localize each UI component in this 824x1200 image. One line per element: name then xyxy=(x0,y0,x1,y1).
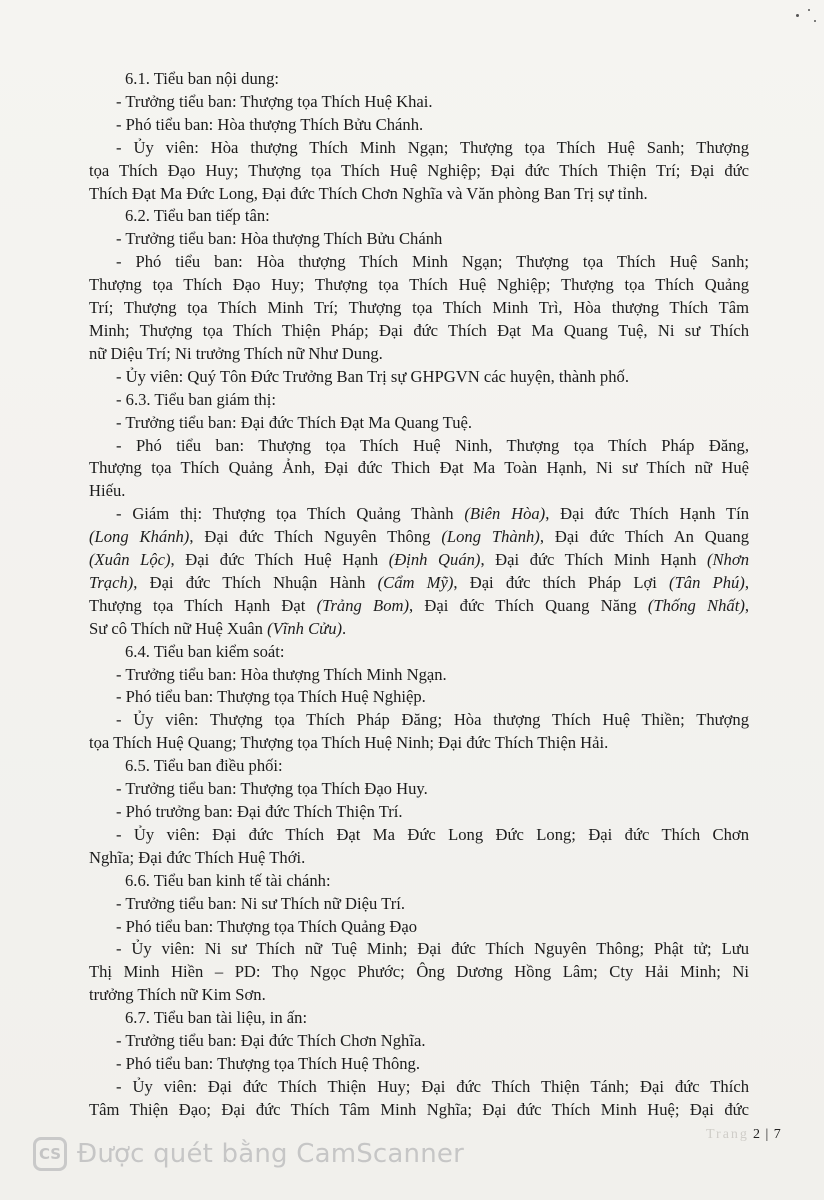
line-text: - Ủy viên: Ni sư Thích nữ Tuệ Minh; Đại đức Thích Nguyên Thông; Phật tử; Lưu xyxy=(116,939,749,959)
line-text: , xyxy=(744,595,750,615)
line-text: Hiếu. xyxy=(89,481,126,501)
document-line xyxy=(89,274,749,297)
line-text: Thượng tọa Thích Đạo Huy; Thượng tọa Thích Huệ Nghiệp; Thượng tọa Thích Quảng xyxy=(89,275,749,295)
line-text: - Ủy viên: Đại đức Thích Thiện Huy; Đại đức Thích Thiện Tánh; Đại đức Thích xyxy=(116,1076,749,1096)
italic-place-name: (Vĩnh Cửu) xyxy=(267,618,343,638)
document-line xyxy=(89,618,749,641)
line-text: - Giám thị: Thượng tọa Thích Quảng Thành xyxy=(116,504,465,524)
italic-place-name: (Thống Nhất) xyxy=(647,595,745,615)
line-text: - Trưởng tiểu ban: Thượng tọa Thích Đạo Huy. xyxy=(116,779,428,799)
page-number-value: 2 | 7 xyxy=(752,1127,782,1142)
page-number-faded-prefix: Trang xyxy=(706,1127,749,1142)
italic-place-name: (Định Quán) xyxy=(388,550,481,570)
line-text: - Phó tiểu ban: Thượng tọa Thích Quảng Đạo xyxy=(116,916,418,936)
camscanner-watermark xyxy=(33,1134,464,1174)
document-line xyxy=(89,412,749,435)
document-line xyxy=(89,435,749,458)
line-text: , Đại đức Thích Minh Hạnh xyxy=(480,550,707,570)
document-line xyxy=(89,755,749,778)
document-line xyxy=(89,503,749,526)
line-text: - Trưởng tiểu ban: Hòa thượng Thích Minh Ngạn. xyxy=(116,664,447,684)
line-text: 6.6. Tiểu ban kinh tế tài chánh: xyxy=(125,870,331,890)
line-text: Nghĩa; Đại đức Thích Huệ Thới. xyxy=(89,847,306,867)
line-text: Thị Minh Hiền – PD: Thọ Ngọc Phước; Ông Dương Hồng Lâm; Cty Hải Minh; Ni xyxy=(89,962,749,982)
line-text: tọa Thích Đạo Huy; Thượng tọa Thích Huệ Nghiệp; Đại đức Thích Thiện Trí; Đại đức xyxy=(89,160,749,180)
italic-place-name: (Biên Hòa) xyxy=(464,504,546,524)
line-text: , Đại đức Thích An Quang xyxy=(539,527,749,547)
line-text: - Phó trưởng ban: Đại đức Thích Thiện Trí. xyxy=(116,802,403,821)
line-text: trưởng Thích nữ Kim Sơn. xyxy=(89,985,266,1005)
document-line xyxy=(89,824,749,847)
line-text: Thích Đạt Ma Đức Long, Đại đức Thích Chơn Nghĩa và Văn phòng Ban Trị sự tỉnh. xyxy=(89,183,648,203)
watermark-text: Được quét bằng CamScanner xyxy=(77,1139,465,1169)
document-line xyxy=(89,1099,749,1122)
line-text: 6.4. Tiểu ban kiểm soát: xyxy=(125,641,285,661)
line-text: - Phó tiểu ban: Thượng tọa Thích Huệ Thông. xyxy=(116,1053,420,1073)
line-text: , Đại đức Thích Nguyên Thông xyxy=(189,527,442,547)
document-line xyxy=(89,732,749,755)
document-line xyxy=(89,228,749,251)
document-line xyxy=(89,389,749,412)
document-line xyxy=(89,801,749,824)
line-text: . xyxy=(342,618,347,638)
line-text: - Trưởng tiểu ban: Hòa thượng Thích Bửu Chánh xyxy=(116,229,443,249)
line-text: , Đại đức Thích Quang Năng xyxy=(409,595,648,615)
document-line xyxy=(89,549,749,572)
document-line xyxy=(89,1053,749,1076)
line-text: - Trưởng tiểu ban: Ni sư Thích nữ Diệu Trí. xyxy=(116,893,405,913)
line-text: , Đại đức Thích Nhuận Hành xyxy=(133,572,378,592)
document-line xyxy=(89,297,749,320)
document-line xyxy=(89,68,749,91)
document-line xyxy=(89,137,749,160)
line-text: Trí; Thượng tọa Thích Minh Trí; Thượng tọa Thích Minh Trì, Hòa thượng Thích Tâm xyxy=(89,298,749,318)
document-line xyxy=(89,526,749,549)
document-line xyxy=(89,457,749,480)
document-line xyxy=(89,595,749,618)
line-text: - Ủy viên: Thượng tọa Thích Pháp Đăng; Hòa thượng Thích Huệ Thiền; Thượng xyxy=(116,710,749,730)
line-text: - Phó tiểu ban: Thượng tọa Thích Huệ Ninh, Thượng tọa Thích Pháp Đăng, xyxy=(116,435,749,455)
document-line xyxy=(89,664,749,687)
document-line xyxy=(89,641,749,664)
document-line xyxy=(89,320,749,343)
document-line xyxy=(89,480,749,503)
document-line xyxy=(89,114,749,137)
document-line xyxy=(89,938,749,961)
line-text: - Ủy viên: Đại đức Thích Đạt Ma Đức Long Đức Long; Đại đức Thích Chơn xyxy=(116,824,749,844)
line-text: , Đại đức Thích Huệ Hạnh xyxy=(170,550,389,570)
document-line xyxy=(89,847,749,870)
line-text: tọa Thích Huệ Quang; Thượng tọa Thích Huệ Ninh; Đại đức Thích Thiện Hải. xyxy=(89,733,609,753)
line-text: 6.5. Tiểu ban điều phối: xyxy=(125,756,283,776)
document-line xyxy=(89,251,749,274)
document-line xyxy=(89,893,749,916)
line-text: nữ Diệu Trí; Ni trưởng Thích nữ Như Dung. xyxy=(89,343,383,363)
line-text: Thượng tọa Thích Quảng Ảnh, Đại đức Thich Đạt Ma Toàn Hạnh, Ni sư Thích nữ Huệ xyxy=(89,458,749,478)
camscanner-logo-icon: CS xyxy=(33,1137,67,1171)
line-text: - Phó tiểu ban: Hòa thượng Thích Bửu Chánh. xyxy=(116,114,424,134)
document-line xyxy=(89,1076,749,1099)
line-text: - Trưởng tiểu ban: Đại đức Thích Chơn Nghĩa. xyxy=(116,1031,426,1051)
line-text: 6.1. Tiểu ban nội dung: xyxy=(125,69,279,88)
line-text: Minh; Thượng tọa Thích Thiện Pháp; Đại đức Thích Đạt Ma Quang Tuệ, Ni sư Thích xyxy=(89,320,749,340)
line-text: - Phó tiểu ban: Hòa thượng Thích Minh Ngạn; Thượng tọa Thích Huệ Sanh; xyxy=(116,252,749,272)
document-body xyxy=(89,68,749,1122)
line-text: - Trưởng tiểu ban: Đại đức Thích Đạt Ma Quang Tuệ. xyxy=(116,412,473,432)
line-text: Thượng tọa Thích Hạnh Đạt xyxy=(89,595,317,615)
page-number xyxy=(706,1127,782,1143)
scan-speck xyxy=(808,9,810,11)
line-text: Sư cô Thích nữ Huệ Xuân xyxy=(89,618,268,638)
scan-speck xyxy=(814,20,816,22)
italic-place-name: (Long Thành) xyxy=(441,527,540,547)
line-text: , xyxy=(744,572,749,592)
line-text: - Phó tiểu ban: Thượng tọa Thích Huệ Nghiệp. xyxy=(116,687,426,707)
document-line xyxy=(89,343,749,366)
italic-place-name: (Xuân Lộc) xyxy=(89,550,171,570)
line-text: , Đại đức thích Pháp Lợi xyxy=(453,572,670,592)
italic-place-name: (Nhơn xyxy=(706,550,749,570)
italic-place-name: (Trảng Bom) xyxy=(316,595,410,615)
italic-place-name: (Tân Phú) xyxy=(669,572,745,592)
line-text: - Trưởng tiểu ban: Thượng tọa Thích Huệ Khai. xyxy=(116,91,433,111)
document-line xyxy=(89,870,749,893)
line-text: - 6.3. Tiểu ban giám thị: xyxy=(116,389,276,409)
italic-place-name: (Long Khánh) xyxy=(89,527,190,547)
document-line xyxy=(89,778,749,801)
document-line xyxy=(89,572,749,595)
italic-place-name: (Cẩm Mỹ) xyxy=(377,572,454,592)
line-text: - Ủy viên: Hòa thượng Thích Minh Ngạn; Thượng tọa Thích Huệ Sanh; Thượng xyxy=(116,137,749,157)
document-line xyxy=(89,91,749,114)
document-line xyxy=(89,961,749,984)
document-line xyxy=(89,1007,749,1030)
line-text: - Ủy viên: Quý Tôn Đức Trưởng Ban Trị sự GHPGVN các huyện, thành phố. xyxy=(116,366,629,386)
italic-place-name: Trạch) xyxy=(89,572,134,592)
line-text: Tâm Thiện Đạo; Đại đức Thích Tâm Minh Nghĩa; Đại đức Thích Minh Huệ; Đại đức xyxy=(89,1099,749,1119)
document-line xyxy=(89,686,749,709)
document-line xyxy=(89,709,749,732)
document-line xyxy=(89,205,749,228)
line-text: , Đại đức Thích Hạnh Tín xyxy=(545,504,749,524)
document-line xyxy=(89,1030,749,1053)
document-line xyxy=(89,916,749,939)
line-text: 6.2. Tiểu ban tiếp tân: xyxy=(125,206,270,226)
document-line xyxy=(89,160,749,183)
document-line xyxy=(89,183,749,206)
scan-speck xyxy=(796,14,799,17)
line-text: 6.7. Tiểu ban tài liệu, in ấn: xyxy=(125,1008,308,1028)
document-line xyxy=(89,366,749,389)
document-line xyxy=(89,984,749,1007)
